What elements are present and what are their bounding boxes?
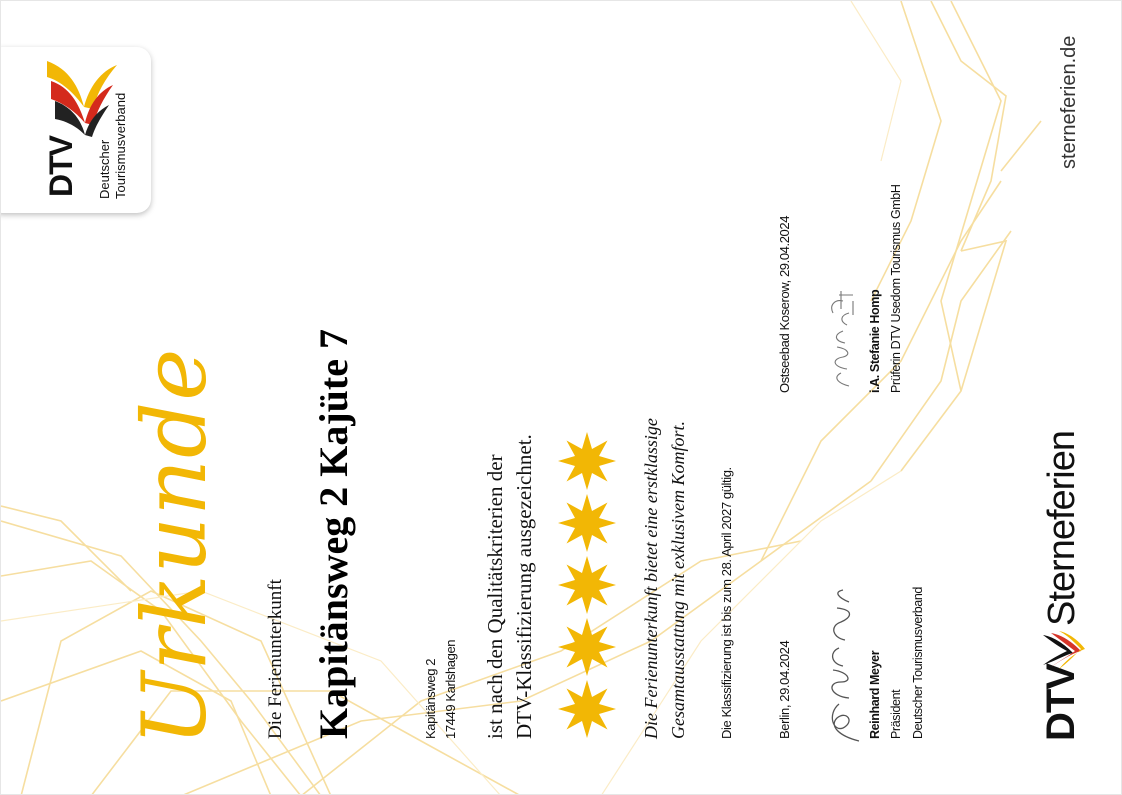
right-place-date: Ostseebad Koserow, 29.04.2024 — [777, 215, 792, 393]
left-signature-icon — [819, 586, 867, 746]
dtv-logo-card — [0, 47, 151, 213]
right-signature-icon — [819, 291, 863, 391]
property-name: Kapitänsweg 2 Kajüte 7 — [311, 329, 356, 739]
certificate-title: Urkunde — [123, 347, 226, 746]
address-line2: 17449 Karlshagen — [443, 639, 458, 739]
star-icon — [557, 679, 617, 739]
right-signer-role: Prüferin DTV Usedom Tourismus GmbH — [889, 184, 903, 393]
star-rating — [557, 431, 617, 741]
left-signer-name: Reinhard Meyer — [868, 650, 882, 739]
star-icon — [557, 431, 617, 491]
description-line2: Gesamtausstattung mit exklusivem Komfort. — [668, 421, 688, 739]
left-signer-organization: Deutscher Tourismusverband — [911, 587, 925, 739]
website-link[interactable]: sterneferien.de — [1058, 35, 1080, 169]
star-icon — [557, 617, 617, 677]
star-icon — [557, 555, 617, 615]
logo-line1: Deutscher — [97, 139, 112, 199]
brand-sterneferien: Sterneferien — [1041, 430, 1083, 626]
validity-text: Die Klassifizierung ist bis zum 28. April 2027 gültig. — [719, 467, 734, 739]
brand-chevron-icon — [1041, 629, 1085, 671]
criteria-line2: DTV-Klassifizierung ausgezeichnet. — [512, 434, 536, 739]
criteria-line1: ist nach den Qualitätskriterien der — [483, 454, 507, 739]
left-signer-role: Präsident — [889, 689, 903, 739]
intro-text: Die Ferienunterkunft — [265, 579, 286, 739]
brand-dtv: DTV — [1039, 664, 1083, 741]
address-line1: Kapitänsweg 2 — [423, 658, 438, 739]
star-icon — [557, 493, 617, 553]
logo-line2: Tourismusverband — [113, 92, 128, 199]
left-place-date: Berlin, 29.04.2024 — [777, 640, 792, 739]
logo-abbr: DTV — [43, 136, 79, 197]
right-signer-name: i.A. Stefanie Homp — [868, 289, 882, 393]
description-line1: Die Ferienunterkunft bietet eine erstklassige — [641, 418, 661, 739]
